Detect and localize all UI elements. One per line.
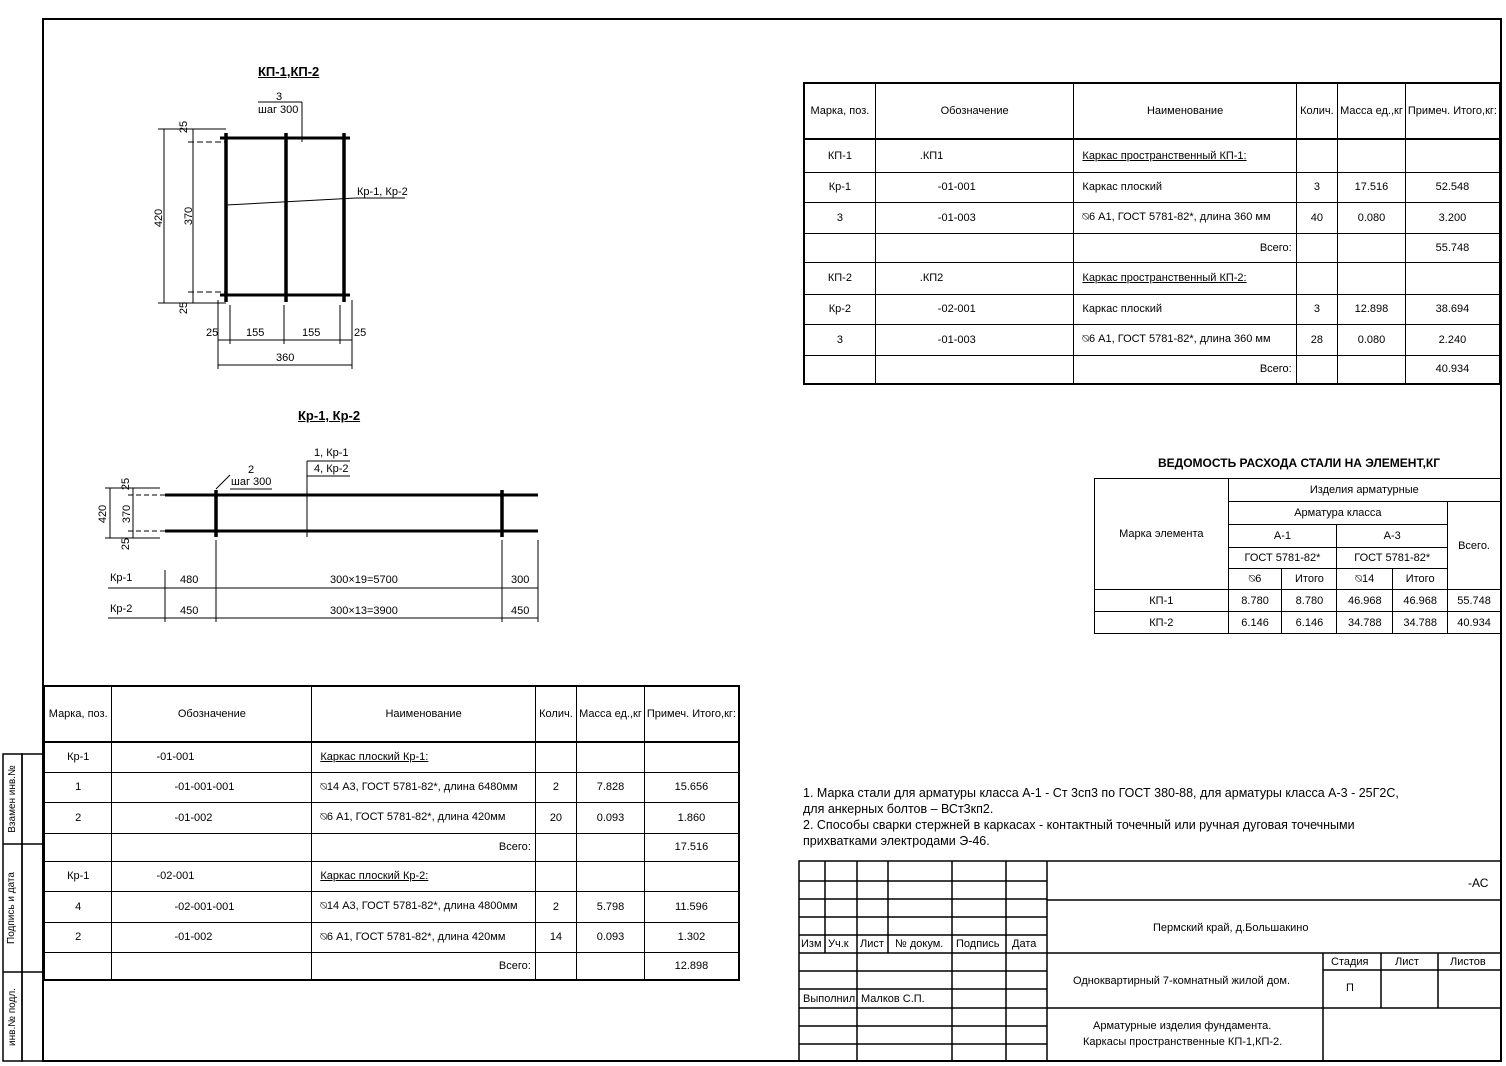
kp-pos-number: 3 [276,91,283,103]
steel-header-class: Арматура класса [1228,502,1447,525]
cell-mark: Кр-2 [804,294,875,324]
steel-header-a1: А-1 [1228,525,1337,548]
cell-mass: 0.093 [577,802,645,833]
cell-mark: КП-1 [804,139,875,172]
kp-step-label: шаг 300 [258,104,299,116]
cell-mark: Кр-1 [44,861,112,891]
cell-note: 38.694 [1405,294,1500,324]
steel-header-gost-a3: ГОСТ 5781-82* [1337,548,1448,569]
steel-header-total: Всего. [1448,502,1501,590]
cell-name: Всего: [312,833,536,861]
kr2-label: Кр-2 [110,603,133,615]
stamp-h-sheet: Лист [1395,956,1419,968]
cell-design: -02-001-001 [112,891,312,922]
table-row [804,202,1500,233]
kr1-label: Кр-1 [110,572,133,584]
kr-label-2: 4, Кр-2 [314,463,349,475]
cell-name: Всего: [1074,355,1296,384]
header-mass: Масса ед.,кг [577,686,645,742]
cell-name: Всего: [312,952,536,980]
cell-qty [1296,355,1337,384]
side-label-inv: инв.№ подл. [7,988,18,1046]
cell-mark: Кр-1 [804,172,875,202]
kp-dim-155-a: 155 [246,327,265,339]
cell-qty [1296,262,1337,294]
kp-dim-25-right: 25 [354,327,367,339]
stamp-location: Пермский край, д.Большакино [1153,922,1309,934]
kr-frame-drawing [105,461,538,622]
cell-mark [804,233,875,262]
note-line: прихватками электродами Э-46. [803,834,990,848]
cell-mass [577,833,645,861]
cell-qty: 40 [1296,202,1337,233]
kp-dim-155-b: 155 [302,327,321,339]
steel-cell-a3-total: 46.968 [1393,590,1448,612]
steel-header-a3: А-3 [1337,525,1448,548]
cell-name: ⍉14 А3, ГОСТ 5781-82*, длина 6480мм [312,772,536,802]
cell-mark [804,355,875,384]
header-note: Примеч. Итого,кг: [1405,83,1500,139]
cell-mass: 0.080 [1338,324,1406,355]
cell-design [875,355,1074,384]
header-mass: Масса ед.,кг [1338,83,1406,139]
cell-name-text: Каркас плоский Кр-2: [320,870,429,882]
cell-design: -02-001 [112,861,312,891]
table-row [44,861,739,891]
kr-dim-420: 420 [97,504,110,524]
cell-note: 15.656 [644,772,739,802]
stamp-h-stage: Стадия [1331,956,1369,968]
cell-mass: 12.898 [1338,294,1406,324]
steel-row [1095,590,1501,612]
steel-cell-a3: 46.968 [1337,590,1393,612]
cell-mass [1338,139,1406,172]
cell-qty [535,742,576,772]
steel-header-sum-a1: Итого [1282,569,1337,590]
kp-dim-25-left: 25 [206,327,219,339]
steel-header-d6: ⍉6 [1228,569,1282,590]
steel-header-gost-a1: ГОСТ 5781-82* [1228,548,1337,569]
cell-name-text: Каркас плоский Кр-1: [320,751,429,764]
table-row [44,922,739,952]
cell-note: 11.596 [644,891,739,922]
steel-cell-a3: 34.788 [1337,612,1393,634]
stamp-sheet-title-2: Каркасы пространственные КП-1,КП-2. [1083,1036,1283,1048]
cell-mass [577,742,645,772]
note-line: для анкерных болтов – ВСт3кп2. [803,802,994,816]
cell-mark: 2 [44,922,112,952]
kr1-dim-c: 300 [511,574,530,586]
steel-table [1094,478,1501,634]
table-row [44,833,739,861]
cell-mark: Кр-1 [44,742,112,772]
cell-note: 3.200 [1405,202,1500,233]
table-row [804,172,1500,202]
cell-mass [1338,262,1406,294]
cell-mark: 1 [44,772,112,802]
kr-dim-25-bottom: 25 [120,537,133,551]
cell-mark [44,833,112,861]
cell-note: 12.898 [644,952,739,980]
stamp-h-doc: № докум. [895,938,944,950]
steel-header-products: Изделия арматурные [1228,479,1500,502]
side-label-replace: Взамен инв.№ [7,765,18,833]
header-name: Наименование [1074,83,1296,139]
cell-note [1405,139,1500,172]
cell-qty [1296,233,1337,262]
cell-name: ⍉6 А1, ГОСТ 5781-82*, длина 420мм [312,802,536,833]
header-qty: Колич. [535,686,576,742]
steel-cell-total: 40.934 [1448,612,1501,634]
cell-name [1074,139,1296,172]
cell-mark: 3 [804,324,875,355]
cell-mass [577,952,645,980]
stamp-h-list: Лист [860,938,884,950]
kr-dim-370: 370 [121,504,134,524]
cell-design [112,833,312,861]
stamp-project: Одноквартирный 7-комнатный жилой дом. [1073,975,1291,987]
header-qty: Колич. [1296,83,1337,139]
steel-cell-a1-total: 6.146 [1282,612,1337,634]
cell-mass: 7.828 [577,772,645,802]
steel-cell-a1: 8.780 [1228,590,1282,612]
kp-dim-420: 420 [153,208,166,228]
table-row [44,772,739,802]
cell-design [875,233,1074,262]
header-mark: Марка, поз. [44,686,112,742]
cell-qty: 2 [535,772,576,802]
table-row [44,891,739,922]
notes [803,785,1399,849]
cell-design [112,952,312,980]
cell-note [1405,262,1500,294]
stamp-h-sign: Подпись [956,938,1000,950]
kp-dim-360: 360 [276,352,295,364]
stamp-code: -АС [1468,876,1489,890]
kr2-dim-b: 300×13=3900 [330,605,398,617]
cell-mark: КП-2 [804,262,875,294]
kp-frame-drawing [158,102,405,369]
kr-dim-25-top: 25 [120,477,133,491]
cell-name: ⍉6 А1, ГОСТ 5781-82*, длина 360 мм [1074,324,1296,355]
steel-cell-a3-total: 34.788 [1393,612,1448,634]
table-row [804,294,1500,324]
cell-mark: 4 [44,891,112,922]
cell-name-text: Каркас пространственный КП-1: [1082,149,1247,162]
kp-dim-25-bottom: 25 [178,301,191,315]
cell-design: -01-001-001 [112,772,312,802]
steel-cell-mark: КП-2 [1095,612,1229,634]
cell-note: 2.240 [1405,324,1500,355]
cell-qty: 3 [1296,172,1337,202]
cell-qty: 3 [1296,294,1337,324]
cell-note: 55.748 [1405,233,1500,262]
kr-step-label: шаг 300 [231,476,272,488]
cell-qty [535,952,576,980]
table-row [44,802,739,833]
cell-mass: 0.080 [1338,202,1406,233]
kr-label-1: 1, Кр-1 [314,447,349,459]
cell-mass: 0.093 [577,922,645,952]
cell-design: .КП2 [875,262,1074,294]
table-row [804,139,1500,172]
kr1-dim-b: 300×19=5700 [330,574,398,586]
spec-table-kr [43,685,740,981]
kr2-dim-c: 450 [511,605,530,617]
cell-mass: 5.798 [577,891,645,922]
header-name: Наименование [312,686,536,742]
cell-note: 52.548 [1405,172,1500,202]
table-row [804,355,1500,384]
spec-table-kp [803,82,1501,385]
cell-note: 1.860 [644,802,739,833]
stamp-h-date: Дата [1012,938,1037,950]
table-row [44,742,739,772]
stamp-h-sheets: Листов [1450,956,1486,968]
header-designation: Обозначение [112,686,312,742]
cell-mark [44,952,112,980]
cell-mass [577,861,645,891]
stamp-person: Малков С.П. [861,993,925,1005]
cell-name: ⍉14 А3, ГОСТ 5781-82*, длина 4800мм [312,891,536,922]
cell-design: -01-003 [875,324,1074,355]
cell-qty: 20 [535,802,576,833]
cell-note [644,861,739,891]
stamp-h-izm: Изм [801,938,822,950]
cell-design: -02-001 [875,294,1074,324]
cell-qty: 14 [535,922,576,952]
table-row [804,262,1500,294]
steel-table-title: ВЕДОМОСТЬ РАСХОДА СТАЛИ НА ЭЛЕМЕНТ,КГ [1158,456,1441,470]
steel-row [1095,612,1501,634]
steel-header-mark: Марка элемента [1095,479,1229,590]
cell-name: ⍉6 А1, ГОСТ 5781-82*, длина 360 мм [1074,202,1296,233]
kr1-dim-a: 480 [180,574,199,586]
cell-note: 1.302 [644,922,739,952]
cell-name: Каркас плоский [1074,172,1296,202]
cell-mass [1338,355,1406,384]
cell-name: ⍉6 А1, ГОСТ 5781-82*, длина 420мм [312,922,536,952]
steel-cell-total: 55.748 [1448,590,1501,612]
stamp-stage: П [1346,982,1354,994]
cell-qty [535,833,576,861]
cell-mass: 17.516 [1338,172,1406,202]
cell-name [312,742,536,772]
kp-dim-370: 370 [183,206,196,226]
note-line: 1. Марка стали для арматуры класса А-1 - Ст 3сп3 по ГОСТ 380-88, для арматуры класса А-3 - 25Г2С, [803,786,1399,800]
header-mark: Марка, поз. [804,83,875,139]
table-row [804,324,1500,355]
steel-cell-a1: 6.146 [1228,612,1282,634]
cell-qty: 28 [1296,324,1337,355]
cell-design: -01-001 [112,742,312,772]
cell-note: 17.516 [644,833,739,861]
kr-drawing-title: Кр-1, Кр-2 [298,408,361,423]
header-note: Примеч. Итого,кг: [644,686,739,742]
kr2-dim-a: 450 [180,605,199,617]
stamp-sheet-title-1: Арматурные изделия фундамента. [1093,1020,1272,1032]
steel-cell-mark: КП-1 [1095,590,1229,612]
note-line: 2. Способы сварки стержней в каркасах - контактный точечный или ручная дуговая точечными [803,818,1355,832]
cell-name: Всего: [1074,233,1296,262]
steel-cell-a1-total: 8.780 [1282,590,1337,612]
cell-mark: 3 [804,202,875,233]
cell-design: -01-002 [112,802,312,833]
cell-design: .КП1 [875,139,1074,172]
kp-frame-label: Кр-1, Кр-2 [357,186,408,198]
cell-name [312,861,536,891]
cell-qty [1296,139,1337,172]
cell-mark: 2 [44,802,112,833]
cell-name [1074,262,1296,294]
cell-note: 40.934 [1405,355,1500,384]
cell-design: -01-003 [875,202,1074,233]
header-designation: Обозначение [875,83,1074,139]
kp-dim-25-top: 25 [178,120,191,134]
cell-mass [1338,233,1406,262]
table-row [44,952,739,980]
cell-qty: 2 [535,891,576,922]
steel-header-sum-a3: Итого [1393,569,1448,590]
kp-drawing-title: КП-1,КП-2 [258,64,320,79]
kr-pos-number: 2 [248,464,255,476]
cell-name: Каркас плоский [1074,294,1296,324]
cell-qty [535,861,576,891]
stamp-role: Выполнил [803,993,856,1005]
cell-name-text: Каркас пространственный КП-2: [1082,272,1247,284]
cell-design: -01-002 [112,922,312,952]
stamp-h-uch: Уч.к [828,938,849,950]
cell-design: -01-001 [875,172,1074,202]
table-row [804,233,1500,262]
side-label-sign-date: Подпись и дата [6,872,17,944]
steel-header-d14: ⍉14 [1337,569,1393,590]
cell-note [644,742,739,772]
